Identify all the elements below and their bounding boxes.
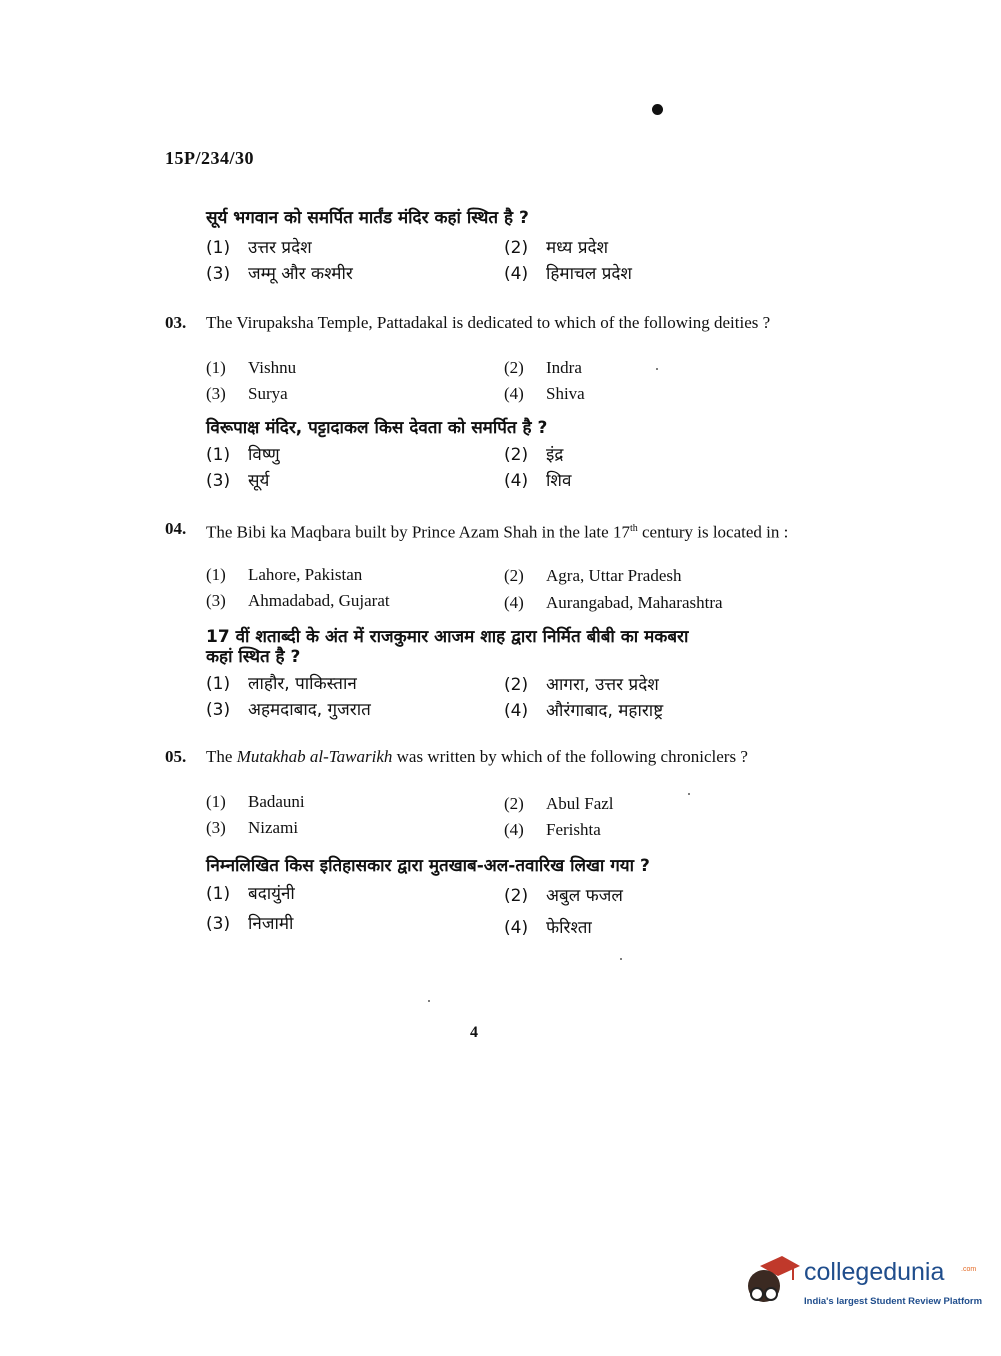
- q03-hindi-option-4: (4) शिव: [504, 471, 572, 491]
- q03-question: [165, 312, 805, 333]
- q02-hindi-option-2: (2) मध्य प्रदेश: [504, 238, 609, 258]
- q05-hindi-option-3: (3) निजामी: [206, 914, 294, 934]
- q04-option-4: (4) Aurangabad, Maharashtra: [504, 593, 723, 612]
- q03-option-2: (2) Indra: [504, 358, 582, 377]
- q04-option-2: (2) Agra, Uttar Pradesh: [504, 566, 682, 585]
- q04-number: 04.: [165, 519, 187, 538]
- q05-number: 05.: [165, 747, 187, 766]
- q05-hindi-option-1: (1) बदायुंनी: [206, 884, 295, 904]
- q04-text: The Bibi ka Maqbara built by Prince Azam Shah in the late 17th century is located in :: [206, 522, 789, 542]
- q05-hindi-question: निम्नलिखित किस इतिहासकार द्वारा मुतखाब-अल-तवारिख लिखा गया ?: [206, 856, 650, 876]
- scan-speck: [688, 793, 690, 795]
- q04-question: [165, 518, 805, 543]
- q05-question: [165, 746, 805, 767]
- q03-number: 03.: [165, 313, 187, 332]
- logo-wordmark: collegedunia: [804, 1258, 945, 1286]
- q03-hindi-option-1: (1) विष्णु: [206, 445, 280, 465]
- q05-hindi-option-2: (2) अबुल फजल: [504, 886, 623, 906]
- q05-option-4: (4) Ferishta: [504, 820, 601, 839]
- q05-option-3: (3) Nizami: [206, 818, 299, 837]
- q05-option-1: (1) Badauni: [206, 792, 305, 811]
- q03-option-1: (1) Vishnu: [206, 358, 297, 377]
- logo-domain: .com: [961, 1266, 977, 1273]
- scan-speck: [656, 368, 658, 370]
- q03-option-4: (4) Shiva: [504, 384, 585, 403]
- q03-hindi-question: विरूपाक्ष मंदिर, पट्टादाकल किस देवता को समर्पित है ?: [206, 418, 548, 438]
- q04-hindi-question-line-1: 17 वीं शताब्दी के अंत में राजकुमार आजम शाह द्वारा निर्मित बीबी का मकबरा: [206, 627, 689, 647]
- q04-hindi-option-4: (4) औरंगाबाद, महाराष्ट्र: [504, 701, 664, 721]
- q03-hindi-option-3: (3) सूर्य: [206, 471, 270, 491]
- q05-option-2: (2) Abul Fazl: [504, 794, 614, 813]
- q03-text: The Virupaksha Temple, Pattadakal is dedicated to which of the following deities ?: [206, 313, 771, 332]
- ink-dot: [652, 104, 663, 115]
- q05-hindi-option-4: (4) फेरिश्ता: [504, 918, 592, 938]
- q04-hindi-option-2: (2) आगरा, उत्तर प्रदेश: [504, 675, 659, 695]
- q04-hindi-option-3: (3) अहमदाबाद, गुजरात: [206, 700, 371, 720]
- q02-hindi-option-3: (3) जम्मू और कश्मीर: [206, 264, 353, 284]
- q03-option-3: (3) Surya: [206, 384, 288, 403]
- q04-option-1: (1) Lahore, Pakistan: [206, 565, 363, 584]
- mascot-icon: [742, 1252, 802, 1312]
- q02-hindi-question: सूर्य भगवान को समर्पित मार्तंड मंदिर कहां स्थित है ?: [206, 208, 529, 228]
- q02-hindi-option-4: (4) हिमाचल प्रदेश: [504, 264, 632, 284]
- paper-code: 15P/234/30: [165, 148, 254, 168]
- logo-tagline: India's largest Student Review Platform: [804, 1296, 983, 1307]
- page-number: 4: [470, 1024, 478, 1041]
- q03-hindi-option-2: (2) इंद्र: [504, 445, 564, 465]
- collegedunia-logo: [742, 1252, 983, 1312]
- q02-hindi-option-1: (1) उत्तर प्रदेश: [206, 238, 312, 258]
- q04-hindi-option-1: (1) लाहौर, पाकिस्तान: [206, 674, 357, 694]
- q05-text: The Mutakhab al-Tawarikh was written by which of the following chroniclers ?: [206, 747, 748, 766]
- q04-option-3: (3) Ahmadabad, Gujarat: [206, 591, 390, 610]
- scan-speck: [428, 1000, 430, 1002]
- scan-speck: [620, 958, 622, 960]
- q04-hindi-question-line-2: कहां स्थित है ?: [206, 647, 301, 667]
